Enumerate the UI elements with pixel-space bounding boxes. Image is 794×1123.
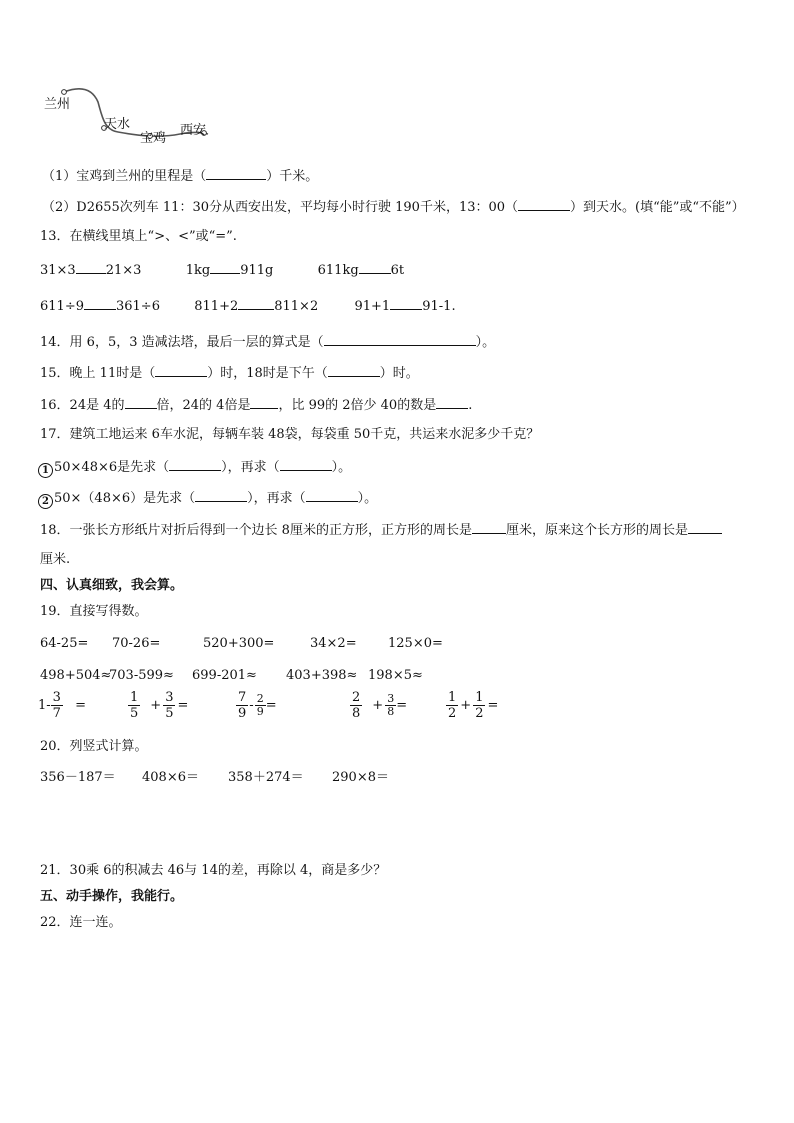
q13-row1: 31×3 21×3 1kg 911g 611kg 6t <box>40 263 405 278</box>
city-marker-lanzhou <box>62 90 67 95</box>
q19-row1-item: 34×2= <box>310 636 357 651</box>
q19-row2-item: 703-599≈ <box>109 668 174 683</box>
circled-number-1: 1 <box>38 463 53 478</box>
q15: 15．晚上 11时是（ ）时，18时是下午（ ）时。 <box>40 366 419 381</box>
answer-blank[interactable] <box>472 521 506 534</box>
q19-fraction-e: $\frac{1}{2}$ + $\frac{1}{2}$ = <box>448 690 499 721</box>
answer-blank[interactable] <box>688 521 722 534</box>
answer-blank[interactable] <box>206 167 266 180</box>
q12-part2: （2）D2655次列车 11：30分从西安出发，平均每小时行驶 190千米，13：00（ ）到天水。(填“能”或“不能”） <box>42 200 745 215</box>
answer-blank[interactable] <box>125 396 157 409</box>
fraction: $\frac{2}{8}$ <box>352 690 361 721</box>
q20-title: 20．列竖式计算。 <box>40 739 148 754</box>
fraction: $\frac{7}{9}$ <box>238 690 247 721</box>
q20-item: 290×8＝ <box>332 770 389 785</box>
section-4-heading: 四、认真细致，我会算。 <box>40 578 184 593</box>
q14: 14．用 6，5，3 造减法塔，最后一层的算式是（ ）。 <box>40 335 496 350</box>
q18-line2: 厘米. <box>40 552 71 567</box>
q21: 21．30乘 6的积减去 46与 14的差，再除以 4，商是多少？ <box>40 863 387 878</box>
answer-blank[interactable] <box>436 396 468 409</box>
q13-title: 13．在横线里填上“>、<”或“=”. <box>40 229 237 244</box>
q19-row2-item: 498+504≈ <box>40 668 112 683</box>
q16: 16．24是 4的 倍，24的 4倍是 ，比 99的 2倍少 40的数是 . <box>40 398 473 413</box>
q17-title: 17．建筑工地运来 6车水泥，每辆车装 48袋，每袋重 50千克，共运来水泥多少千克？ <box>40 427 540 442</box>
q19-fraction-a: 1- $\frac{3}{7}$ = <box>38 690 86 721</box>
answer-blank[interactable] <box>238 297 274 310</box>
q19-row1-item: 70-26= <box>112 636 161 651</box>
answer-blank[interactable] <box>306 489 358 502</box>
q19-row2-item: 699-201≈ <box>192 668 257 683</box>
answer-blank[interactable] <box>76 261 106 274</box>
q19-row1-item: 520+300= <box>203 636 275 651</box>
q19-fraction-b: $\frac{1}{5}$ + $\frac{3}{5}$ = <box>130 690 189 721</box>
answer-blank[interactable] <box>169 458 221 471</box>
q19-fraction-d: $\frac{2}{8}$ + $\frac{3}{8}$ = <box>352 690 408 721</box>
q19-row1-item: 64-25= <box>40 636 89 651</box>
fraction: $\frac{1}{5}$ <box>130 690 139 721</box>
fraction: $\frac{3}{7}$ <box>52 690 61 721</box>
q19-row2-item: 403+398≈ <box>286 668 358 683</box>
answer-blank[interactable] <box>359 261 391 274</box>
answer-blank[interactable] <box>280 458 332 471</box>
city-label-xian: 西安 <box>180 123 207 138</box>
q19-title: 19．直接写得数。 <box>40 604 148 619</box>
q13-row2: 611÷9 361÷6 811+2 811×2 91+1 91-1. <box>40 299 456 314</box>
answer-blank[interactable] <box>155 364 207 377</box>
q20-item: 358＋274＝ <box>228 770 304 785</box>
city-label-tianshui: 天水 <box>104 117 131 132</box>
fraction: $\frac{3}{8}$ <box>387 692 395 718</box>
q22: 22．连一连。 <box>40 915 122 930</box>
answer-blank[interactable] <box>390 297 422 310</box>
fraction: $\frac{1}{2}$ <box>448 690 457 721</box>
q19-fraction-c: $\frac{7}{9}$ - $\frac{2}{9}$ = <box>238 690 277 721</box>
q17-part1: 1 50×48×6是先求（ ），再求（ ）。 <box>38 458 351 478</box>
fraction: $\frac{2}{9}$ <box>256 692 264 718</box>
fraction: $\frac{1}{2}$ <box>475 690 484 721</box>
q20-item: 356－187＝ <box>40 770 116 785</box>
q19-row2-item: 198×5≈ <box>368 668 423 683</box>
answer-blank[interactable] <box>328 364 380 377</box>
section-5-heading: 五、动手操作，我能行。 <box>40 889 184 904</box>
answer-blank[interactable] <box>324 333 476 346</box>
circled-number-2: 2 <box>38 494 53 509</box>
q12-part1: （1）宝鸡到兰州的里程是（ ）千米。 <box>42 169 319 184</box>
fraction: $\frac{3}{5}$ <box>165 690 174 721</box>
city-label-lanzhou: 兰州 <box>44 97 71 112</box>
q18-line1: 18．一张长方形纸片对折后得到一个边长 8厘米的正方形，正方形的周长是 厘米，原来这个长方形的周长是 <box>40 521 722 539</box>
answer-blank[interactable] <box>84 297 116 310</box>
answer-blank[interactable] <box>210 261 240 274</box>
railway-map <box>40 84 220 146</box>
answer-blank[interactable] <box>518 198 570 211</box>
city-label-baoji: 宝鸡 <box>140 131 167 146</box>
answer-blank[interactable] <box>250 396 278 409</box>
q19-row1-item: 125×0= <box>388 636 443 651</box>
answer-blank[interactable] <box>195 489 247 502</box>
q17-part2: 2 50×（48×6）是先求（ ），再求（ ）。 <box>38 489 377 509</box>
q20-item: 408×6＝ <box>142 770 199 785</box>
